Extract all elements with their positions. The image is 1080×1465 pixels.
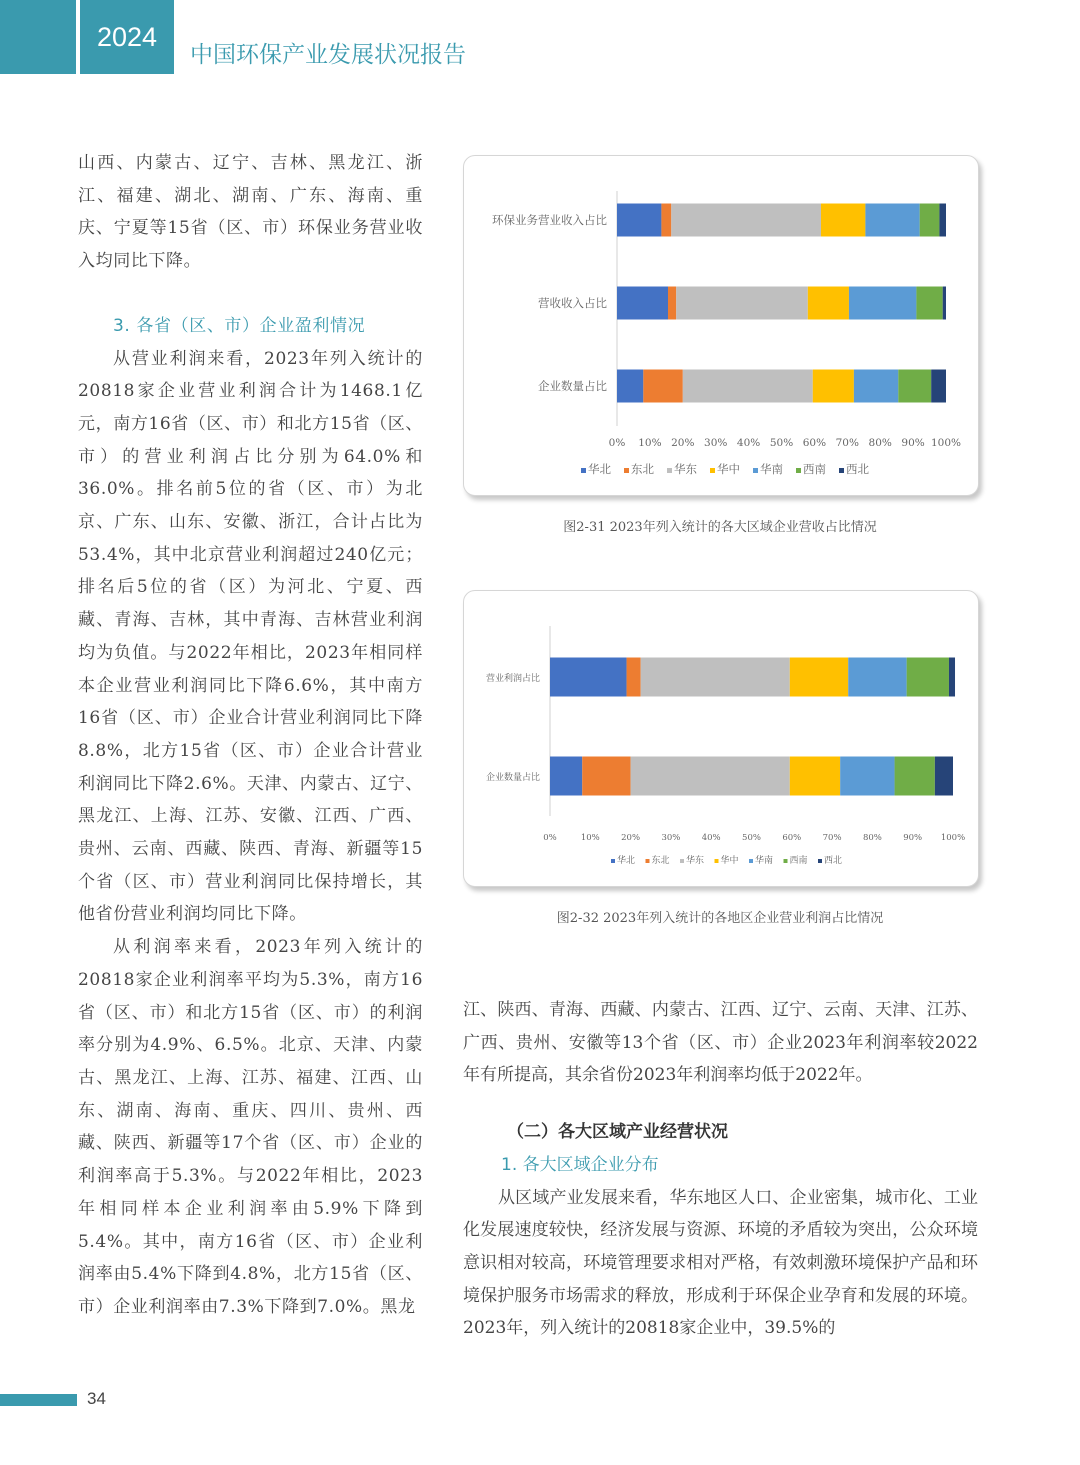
chart-1-bar-1-6 [943,287,946,320]
chart-2-x-tick-label: 80% [862,833,882,843]
chart-2-x-tick-label: 100% [940,833,966,843]
chart-2-x-tick-label: 70% [822,833,842,843]
chart-2-frame [463,590,979,887]
chart-1-legend-swatch [667,468,672,473]
chart-1-legend-label: 东北 [631,462,654,476]
chart-2-bar-0-0 [550,658,627,697]
chart-2-bar-0-2 [641,658,790,697]
chart-2-x-tick-label: 30% [661,833,681,843]
chart-2-bar-1-1 [582,757,630,796]
header-title: 中国环保产业发展状况报告 [190,42,466,68]
chart-1-bar-2-6 [931,370,946,403]
chart-2-x-tick-label: 90% [903,833,923,843]
chart-1-frame [463,155,979,496]
chart-2-x-tick-label: 10% [580,833,600,843]
right-paragraph-2: 从区域产业发展来看，华东地区人口、企业密集，城市化、工业化发展速度较快，经济发展与资源、环境的矛盾较为突出，公众环境意识相对较高，环境管理要求相对严格，有效刺激环境保护产品和环境保护服务市场需求的释放，形成利于环保企业孕育和发展的环境。2023年，列入统计的20818家企业中，39.5%的 [463,1187,978,1339]
chart-1-legend-label: 华北 [588,462,611,476]
chart-2-legend-label: 华南 [755,856,774,866]
chart-1-category-label: 企业数量占比 [538,379,607,393]
chart-2 [464,591,978,886]
chart-1-x-tick-label: 30% [704,437,728,449]
chart-2-x-tick-label: 60% [782,833,802,843]
chart-1-bar-1-3 [808,287,849,320]
chart-2-legend-label: 华中 [720,856,739,866]
header-year: 2024 [80,0,174,74]
chart-1-bar-0-1 [661,204,671,237]
chart-2-legend-swatch [749,859,753,863]
chart-1-x-tick-label: 100% [930,437,962,449]
chart-1-legend-swatch [839,468,844,473]
chart-1-legend-label: 西南 [803,462,826,476]
chart-1-bar-1-5 [916,287,942,320]
left-paragraph-2: 从营业利润来看，2023年列入统计的20818家企业营业利润合计为1468.1亿元，南方16省（区、市）和北方15省（区、市）的营业利润占比分别为64.0%和36.0%。排名前5位的省（区、市）为北京、广东、山东、安徽、浙江，合计占比为53.4%，其中北京营业利润超过240亿元；排名后5位的省（区）为河北、宁夏、西藏、青海、吉林，其中青海、吉林营业利润均为负值。与2022年相比，2023年相同样本企业营业利润同比下降6.6%，其中南方16省（区、市）企业合计营业利润同比下降8.8%，北方15省（区、市）企业合计营业利润同比下降2.6%。天津、内蒙古、辽宁、黑龙江、上海、江苏、安徽、江西、广西、贵州、云南、西藏、陕西、青海、新疆等15个省（区、市）营业利润同比保持增长，其他省份营业利润均同比下降。 [78,348,423,925]
chart-2-category-label: 企业数量占比 [485,773,540,783]
chart-1-legend-label: 华中 [717,462,740,476]
chart-2-legend-label: 西北 [824,856,843,866]
chart-2-legend-label: 西南 [789,856,808,866]
chart-2-category-label: 营业利润占比 [485,674,540,684]
chart-1-legend-label: 华南 [760,462,783,476]
chart-2-legend-swatch [646,859,650,863]
chart-1-category-label: 环保业务营业收入占比 [492,213,607,227]
chart-2-x-tick-label: 0% [543,833,557,843]
chart-1-x-tick-label: 50% [769,437,794,449]
chart-1-bar-0-3 [821,204,865,237]
page-number: 34 [87,1389,106,1408]
chart-1-bar-2-4 [854,370,898,403]
chart-2-bar-0-6 [949,658,955,697]
chart-1-bar-2-5 [898,370,931,403]
right-paragraph-1: 江、陕西、青海、西藏、内蒙古、江西、辽宁、云南、天津、江苏、广西、贵州、安徽等13个省（区、市）企业2023年利润率较2022年有所提高，其余省份2023年利润率均低于2022年。 [463,1000,978,1086]
figure-2-caption: 图2-32 2023年列入统计的各地区企业营业利润占比情况 [556,911,884,926]
chart-2-legend-swatch [818,859,822,863]
chart-1-legend-swatch [753,468,758,473]
chart-1-bar-1-1 [668,287,676,320]
chart-2-bar-0-3 [790,658,848,697]
right-subheading: 1. 各大区域企业分布 [501,1154,659,1175]
chart-2-x-tick-label: 40% [701,833,721,843]
chart-1-bar-1-2 [676,287,808,320]
header-color-block [0,0,76,74]
chart-1-legend-swatch [710,468,715,473]
chart-1-x-tick-label: 40% [736,437,761,449]
chart-2-bar-1-2 [631,757,790,796]
chart-2-bar-0-4 [848,658,906,697]
chart-2-legend-swatch [715,859,719,863]
chart-1-bar-0-2 [671,204,821,237]
chart-1-x-tick-label: 80% [868,437,892,449]
chart-2-legend-swatch [680,859,684,863]
chart-2-legend-label: 东北 [651,856,670,866]
right-column [463,994,978,1345]
chart-2-bar-1-0 [550,757,582,796]
chart-1 [464,156,978,495]
chart-2-bar-1-5 [895,757,935,796]
figure-1-caption: 图2-31 2023年列入统计的各大区域企业营收占比情况 [563,520,877,535]
chart-1-bar-2-0 [617,370,643,403]
chart-1-legend-swatch [581,468,586,473]
chart-2-bar-0-5 [907,658,949,697]
chart-1-bar-2-2 [683,370,813,403]
chart-2-bar-1-6 [935,757,953,796]
chart-1-legend-swatch [796,468,801,473]
chart-1-bar-1-0 [617,287,668,320]
left-subheading: 3. 各省（区、市）企业盈利情况 [113,315,366,336]
chart-1-x-tick-label: 10% [638,437,662,449]
chart-1-bar-1-4 [849,287,916,320]
chart-1-bar-2-1 [643,370,682,403]
left-paragraph-1: 山西、内蒙古、辽宁、吉林、黑龙江、浙江、福建、湖北、湖南、广东、海南、重庆、宁夏等15省（区、市）环保业务营业收入均同比下降。 [78,153,423,272]
chart-1-category-label: 营收收入占比 [538,296,607,310]
left-column [78,147,423,1324]
chart-1-bar-0-4 [865,204,919,237]
chart-1-legend-swatch [624,468,629,473]
chart-1-legend-label: 西北 [846,462,869,476]
chart-2-x-tick-label: 20% [621,833,641,843]
chart-1-x-tick-label: 20% [671,437,695,449]
left-paragraph-3: 从利润率来看，2023年列入统计的20818家企业利润率平均为5.3%，南方16省（区、市）和北方15省（区、市）的利润率分别为4.9%、6.5%。北京、天津、内蒙古、黑龙江、上海、江苏、福建、江西、山东、湖南、海南、重庆、四川、贵州、西藏、陕西、新疆等17个省（区、市）企业的利润率高于5.3%。与2022年相比，2023年相同样本企业利润率由5.9%下降到5.4%。其中，南方16省（区、市）企业利润率由5.4%下降到4.8%，北方15省（区、市）企业利润率由7.3%下降到7.0%。黑龙 [78,937,423,1317]
chart-1-x-tick-label: 70% [835,437,859,449]
chart-1-bar-0-6 [939,204,946,237]
chart-1-x-tick-label: 0% [608,437,626,449]
chart-2-bar-0-1 [627,658,641,697]
chart-2-legend-swatch [611,859,615,863]
chart-2-legend-label: 华北 [617,856,636,866]
right-section-heading: （二）各大区域产业经营状况 [507,1122,728,1143]
chart-1-bar-0-0 [617,204,661,237]
chart-1-legend-label: 华东 [674,462,697,476]
chart-1-bar-2-3 [813,370,854,403]
footer-color-bar [0,1394,77,1406]
chart-1-bar-0-5 [920,204,940,237]
chart-2-legend-swatch [784,859,788,863]
chart-1-x-tick-label: 90% [901,437,925,449]
chart-1-x-tick-label: 60% [802,437,827,449]
chart-2-x-tick-label: 50% [742,833,761,843]
chart-2-bar-1-4 [840,757,894,796]
chart-2-bar-1-3 [790,757,840,796]
chart-2-legend-label: 华东 [686,856,705,866]
